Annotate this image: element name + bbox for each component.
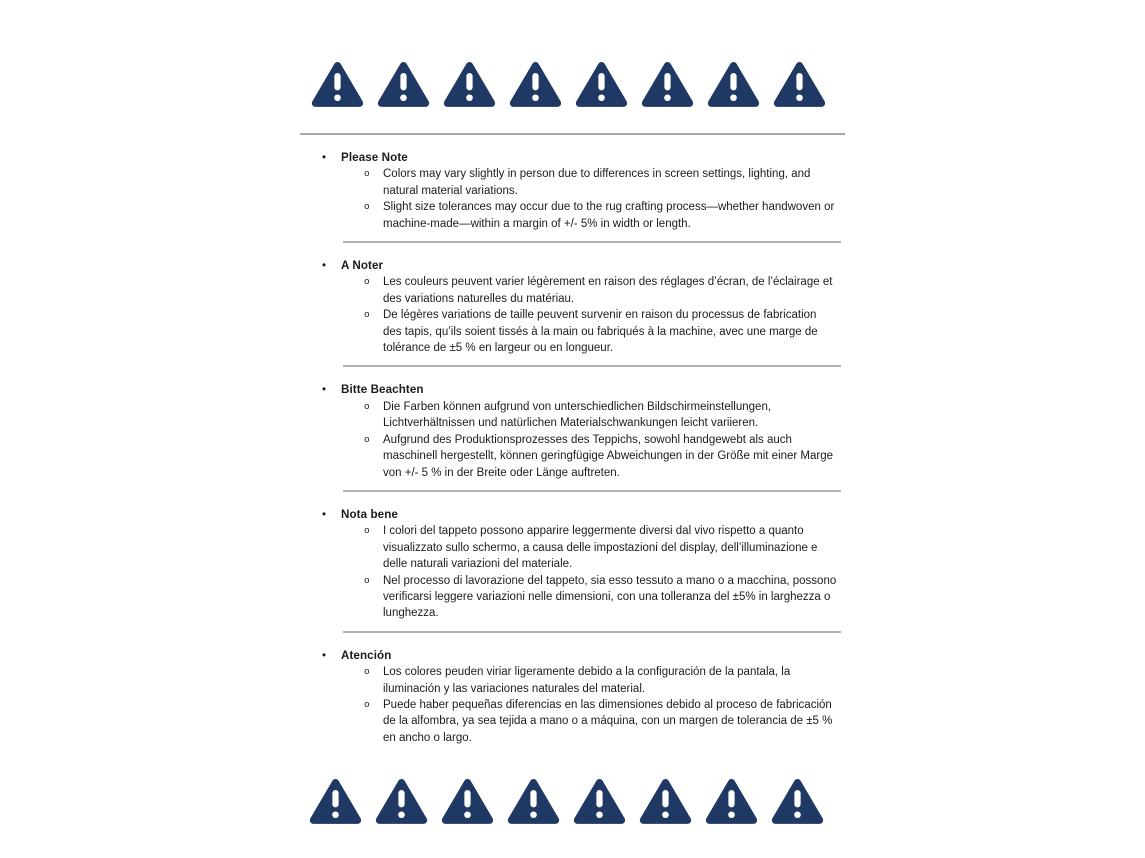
level1-bullet-icon: •	[322, 649, 327, 662]
warning-triangle-icon	[310, 60, 365, 108]
warning-triangle-icon	[574, 60, 629, 108]
section-bullet-list	[300, 399, 845, 481]
bullet-item	[300, 523, 845, 572]
warning-triangle-icon	[374, 777, 429, 825]
section-heading-row	[300, 150, 845, 166]
warning-triangle-icon	[442, 60, 497, 108]
bullet-item	[300, 697, 845, 746]
bullet-text: Nel processo di lavorazione del tappeto, sia esso tessuto a mano o a macchina, possono verificarsi leggere variazioni nelle dimensioni, con una tolleranza del ±5% in larghezza o lunghezza.	[383, 574, 837, 620]
warning-triangle-icon	[638, 777, 693, 825]
bullet-item	[300, 432, 845, 481]
section-heading: A Noter	[341, 259, 384, 273]
level2-bullet-icon: o	[364, 201, 370, 213]
level2-bullet-icon: o	[364, 666, 370, 678]
warning-triangle-icon	[376, 60, 431, 108]
bullet-item	[300, 199, 845, 232]
level1-bullet-icon: •	[322, 508, 327, 521]
bullet-item	[300, 307, 845, 356]
bullet-item	[300, 399, 845, 432]
section-bullet-list	[300, 523, 845, 621]
bullet-text: Aufgrund des Produktionsprozesses des Teppichs, sowohl handgewebt als auch maschinell hergestellt, können geringfügige Abweichungen in der Größe mit einer Marge von +/- 5 % in der Breite oder Länge auftreten.	[383, 433, 834, 479]
section-bullet-list	[300, 664, 845, 746]
warning-triangle-icon	[770, 777, 825, 825]
level2-bullet-icon: o	[364, 309, 370, 321]
level2-bullet-icon: o	[364, 433, 370, 445]
level2-bullet-icon: o	[364, 400, 370, 412]
warning-triangle-icon	[706, 60, 761, 108]
document-content	[300, 0, 845, 825]
section-heading-row	[300, 258, 845, 274]
warning-triangle-row-top	[300, 60, 845, 108]
warning-triangle-icon	[572, 777, 627, 825]
warning-triangle-icon	[440, 777, 495, 825]
bullet-text: Les couleurs peuvent varier légèrement en raison des réglages d’écran, de l’éclairage et des variations naturelles du matériau.	[383, 276, 833, 305]
section-heading: Please Note	[341, 151, 408, 164]
warning-triangle-icon	[772, 60, 827, 108]
bullet-item	[300, 573, 845, 622]
notice-section	[300, 243, 845, 365]
notice-section	[300, 633, 845, 755]
bullet-text: I colori del tappeto possono apparire leggermente diversi dal vivo rispetto a quanto visualizzato sullo schermo, a causa delle impostazioni del display, dell’illuminazione e delle naturali variazioni del materiale.	[383, 525, 818, 571]
bullet-text: Die Farben können aufgrund von unterschiedlichen Bildschirmeinstellungen, Lichtverhältnissen und natürlichen Materialschwankungen leicht variieren.	[383, 400, 772, 430]
warning-triangle-row-bottom	[300, 777, 845, 825]
level2-bullet-icon: o	[364, 276, 370, 288]
bullet-item	[300, 664, 845, 697]
section-heading-row	[300, 648, 845, 664]
warning-triangle-icon	[508, 60, 563, 108]
notice-section	[300, 492, 845, 631]
section-heading: Nota bene	[341, 507, 398, 521]
level2-bullet-icon: o	[364, 698, 370, 710]
level1-bullet-icon: •	[322, 384, 327, 397]
section-heading-row	[300, 382, 845, 398]
level1-bullet-icon: •	[322, 152, 327, 164]
warning-triangle-icon	[506, 777, 561, 825]
level2-bullet-icon: o	[364, 574, 370, 586]
level2-bullet-icon: o	[364, 168, 370, 180]
bullet-item	[300, 274, 845, 307]
notice-section	[300, 367, 845, 489]
notice-section	[300, 135, 845, 241]
level1-bullet-icon: •	[322, 260, 327, 273]
section-heading-row	[300, 507, 845, 523]
bullet-text: Slight size tolerances may occur due to the rug crafting process—whether handwoven or machine-made—within a margin of +/- 5% in width or length.	[383, 201, 835, 230]
level2-bullet-icon: o	[364, 525, 370, 537]
section-bullet-list	[300, 166, 845, 232]
warning-triangle-icon	[308, 777, 363, 825]
section-bullet-list	[300, 274, 845, 356]
bullet-text: De légères variations de taille peuvent survenir en raison du processus de fabrication des tapis, qu’ils soient tissés à la main ou fabriqués à la machine, avec une marge de tolérance de ±5 % en largeur ou en longueur.	[383, 309, 818, 355]
bullet-text: Puede haber pequeñas diferencias en las dimensiones debido al proceso de fabricación de la alfombra, ya sea tejida a mano o a máquina, con un margen de tolerancia de ±5 % en ancho o largo.	[383, 698, 833, 744]
section-heading: Atención	[341, 648, 392, 662]
bullet-text: Colors may vary slightly in person due to differences in screen settings, lighting, and natural material variations.	[383, 168, 811, 197]
warning-triangle-icon	[704, 777, 759, 825]
section-heading: Bitte Beachten	[341, 383, 424, 397]
warning-triangle-icon	[640, 60, 695, 108]
sections-container	[300, 135, 845, 755]
bullet-text: Los colores peuden viriar ligeramente debido a la configuración de la pantala, la iluminación y las variaciones naturales del material.	[383, 666, 791, 695]
bullet-item	[300, 166, 845, 199]
